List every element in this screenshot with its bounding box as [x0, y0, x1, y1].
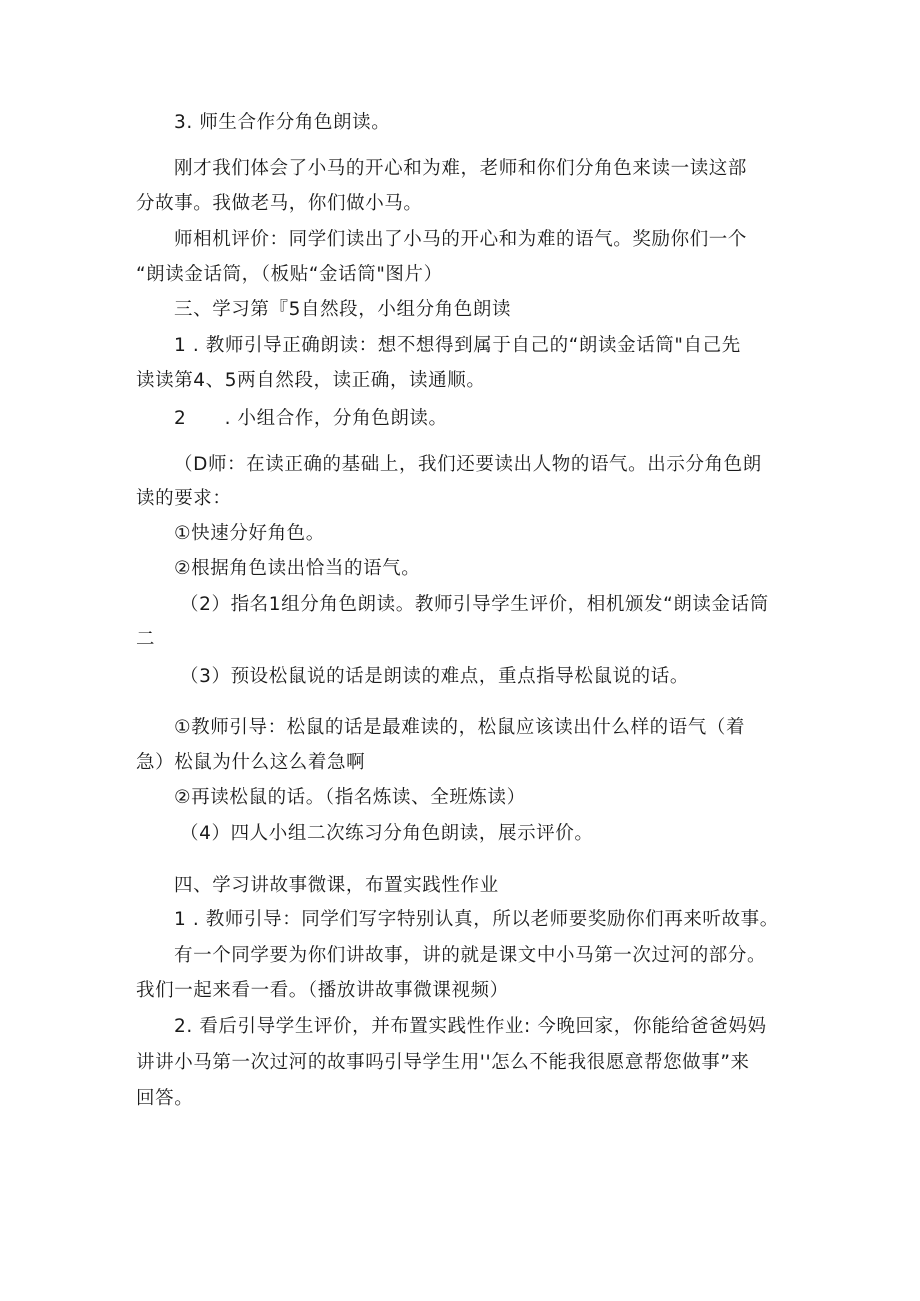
text-line: 讲讲小马第一次过河的故事吗引导学生用''怎么不能我很愿意帮您做事”来 [136, 1052, 750, 1073]
text-line: 3. 师生合作分角色朗读。 [174, 112, 391, 133]
text-line: 分故事。我做老马，你们做小马。 [136, 193, 423, 214]
text-line: 2 . 小组合作，分角色朗读。 [174, 408, 448, 429]
text-line: ②根据角色读出恰当的语气。 [174, 558, 421, 579]
text-line: 师相机评价：同学们读出了小马的开心和为难的语气。奖励你们一个 [174, 229, 748, 250]
text-line: （2）指名1组分角色朗读。教师引导学生评价，相机颁发“朗读金话筒 [180, 594, 769, 615]
text-line: 二 [136, 629, 156, 650]
section-heading: 三、学习第『5自然段，小组分角色朗读 [174, 299, 512, 320]
text-line: 刚才我们体会了小马的开心和为难，老师和你们分角色来读一读这部 [174, 158, 748, 179]
text-line: 读的要求： [136, 488, 232, 509]
text-line: ①快速分好角色。 [174, 523, 325, 544]
text-line: 读读第4、5两自然段，读正确，读通顺。 [136, 370, 486, 391]
text-line: “朗读金话筒，（板贴“金话筒"图片） [136, 264, 443, 285]
text-line: 1 . 教师引导正确朗读：想不想得到属于自己的“朗读金话筒"自己先 [174, 335, 741, 356]
text-line: 有一个同学要为你们讲故事，讲的就是课文中小马第一次过河的部分。 [174, 945, 767, 966]
section-heading: 四、学习讲故事微课，布置实践性作业 [174, 875, 499, 896]
text-line: 2. 看后引导学生评价，并布置实践性作业: 今晚回家，你能给爸爸妈妈 [174, 1016, 767, 1037]
text-line: 回答。 [136, 1088, 194, 1109]
text-line: ②再读松鼠的话。（指名炼读、全班炼读） [174, 787, 526, 808]
text-line: （3）预设松鼠说的话是朗读的难点，重点指导松鼠说的话。 [180, 666, 689, 687]
text-line: 我们一起来看一看。（播放讲故事微课视频） [136, 980, 509, 1001]
text-line: （D师：在读正确的基础上，我们还要读出人物的语气。出示分角色朗 [174, 454, 762, 475]
text-line: 急）松鼠为什么这么着急啊 [136, 752, 366, 773]
text-line: （4）四人小组二次练习分角色朗读，展示评价。 [180, 823, 594, 844]
text-line: 1 . 教师引导：同学们写字特别认真，所以老师要奖励你们再来听故事。 [174, 909, 779, 930]
text-line: ①教师引导：松鼠的话是最难读的，松鼠应该读出什么样的语气（着 [174, 717, 746, 738]
